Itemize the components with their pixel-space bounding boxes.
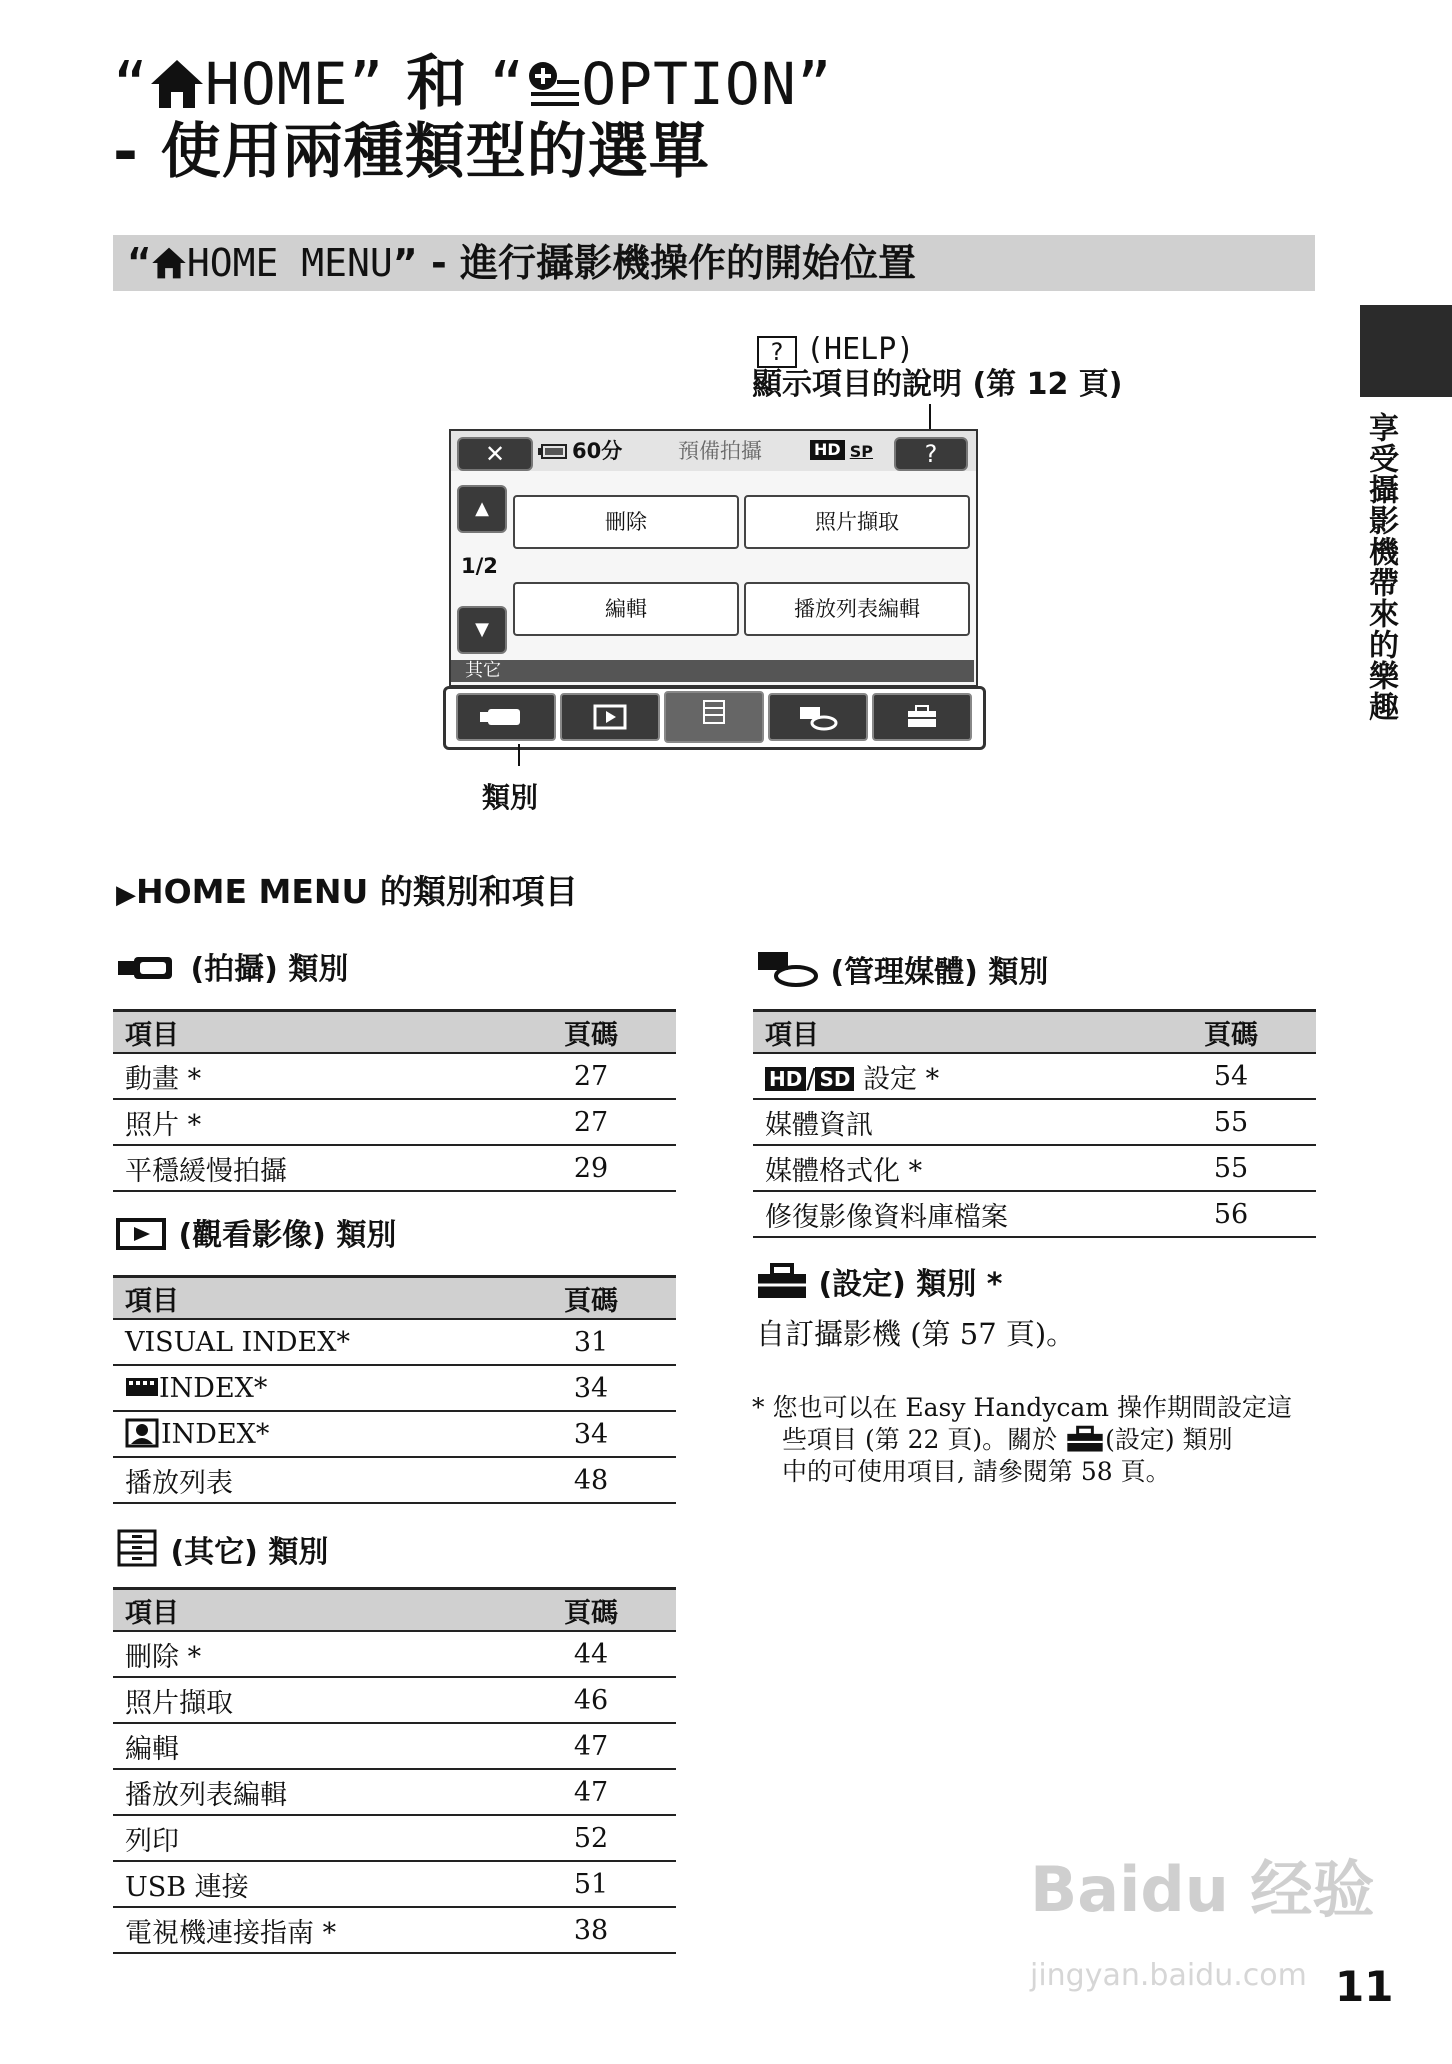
- quote-open: “: [489, 50, 526, 118]
- scroll-up-button[interactable]: ▲: [457, 485, 507, 533]
- col-item: 項目: [753, 1011, 1146, 1054]
- page-title-line1: [113, 50, 833, 118]
- tab-shoot[interactable]: [456, 693, 556, 741]
- toolbox-icon: [874, 695, 970, 739]
- item-cell: USB 連接: [113, 1861, 506, 1907]
- item-cell: 編輯: [113, 1723, 506, 1769]
- item-cell: [113, 1411, 506, 1457]
- section-band-title: [128, 238, 916, 288]
- home-icon: [149, 58, 205, 110]
- scroll-down-button[interactable]: ▼: [457, 606, 507, 654]
- item-cell: 照片擷取: [113, 1677, 506, 1723]
- col-item: 項目: [113, 1589, 506, 1632]
- view-table: [113, 1275, 676, 1504]
- watermark-logo: Baidu 经验: [1030, 1853, 1375, 1926]
- title-option: OPTION: [581, 50, 797, 118]
- battery-remaining: 60分: [572, 439, 623, 463]
- shoot-heading-text: (拍攝) 類別: [190, 952, 349, 987]
- item-cell: 播放列表編輯: [113, 1769, 506, 1815]
- media-icon: [756, 950, 820, 988]
- page-cell: 48: [506, 1457, 676, 1503]
- footnote-line2b: (設定) 類別: [1105, 1425, 1233, 1454]
- table-row: [113, 1099, 676, 1145]
- item-cell: [113, 1365, 506, 1411]
- settings-heading-text: (設定) 類別 *: [818, 1267, 1003, 1302]
- side-tab-marker: [1360, 305, 1452, 397]
- page-cell: 27: [506, 1099, 676, 1145]
- item-text: INDEX*: [159, 1372, 268, 1404]
- tab-view[interactable]: [560, 693, 660, 741]
- triangle-bullet-icon: ▶: [116, 880, 136, 910]
- view-category-heading: [116, 1216, 396, 1256]
- title-home: HOME: [204, 50, 349, 118]
- item-cell: 媒體資訊: [753, 1099, 1146, 1145]
- play-icon: [116, 1217, 168, 1251]
- table-row: [753, 1099, 1316, 1145]
- page-title-line2: - 使用兩種類型的選單: [113, 117, 710, 187]
- other-icon: [666, 693, 762, 733]
- media-category-heading: [756, 950, 1048, 993]
- film-roll-icon: [125, 1374, 159, 1400]
- quote-close: ”: [796, 50, 833, 118]
- settings-category-heading: [756, 1262, 1002, 1305]
- table-row: [113, 1907, 676, 1953]
- side-tab-text: 享受攝影機帶來的樂趣: [1363, 412, 1398, 722]
- page-cell: 54: [1146, 1053, 1316, 1099]
- title-and: 和: [406, 49, 468, 119]
- hd-badge: HD: [765, 1067, 806, 1091]
- page-indicator: 1/2: [461, 554, 498, 578]
- item-text: INDEX*: [161, 1419, 270, 1450]
- watermark-url: jingyan.baidu.com: [1030, 1958, 1307, 1993]
- camcorder-icon: [458, 695, 554, 739]
- table-row: [113, 1319, 676, 1365]
- table-row: [113, 1769, 676, 1815]
- page-cell: 31: [506, 1319, 676, 1365]
- table-row: [113, 1723, 676, 1769]
- camcorder-icon: [116, 951, 180, 985]
- hd-badge: HD: [810, 440, 845, 460]
- view-heading-text: (觀看影像) 類別: [178, 1218, 397, 1253]
- page-number: 11: [1335, 1962, 1394, 2011]
- page-cell: 27: [506, 1053, 676, 1099]
- help-description: 顯示項目的說明 (第 12 頁): [752, 367, 1123, 402]
- item-cell: 刪除 *: [113, 1631, 506, 1677]
- table-row: [113, 1457, 676, 1503]
- sp-mode: SP: [849, 442, 874, 461]
- table-row: [113, 1677, 676, 1723]
- face-index-icon: [125, 1418, 161, 1448]
- item-text: 設定 *: [863, 1063, 940, 1095]
- category-pointer-line: [518, 744, 520, 766]
- home-menu-label: HOME MENU: [186, 241, 393, 285]
- page-cell: 51: [506, 1861, 676, 1907]
- item-cell: 列印: [113, 1815, 506, 1861]
- footnote: [752, 1392, 1322, 1488]
- help-box-icon: ?: [757, 336, 797, 368]
- other-category-heading: [116, 1528, 328, 1573]
- table-row: [753, 1191, 1316, 1237]
- sd-badge: SD: [815, 1067, 854, 1091]
- section-band-rest: ” - 進行攝影機操作的開始位置: [392, 241, 917, 285]
- col-page: 頁碼: [506, 1277, 676, 1320]
- toolbox-icon: [756, 1262, 808, 1300]
- option-icon: [525, 58, 581, 110]
- menu-button-playlist-edit[interactable]: 播放列表編輯: [744, 582, 970, 636]
- home-icon: [151, 246, 187, 280]
- table-row: [113, 1145, 676, 1191]
- item-cell: VISUAL INDEX*: [113, 1319, 506, 1365]
- col-page: 頁碼: [506, 1589, 676, 1632]
- media-heading-text: (管理媒體) 類別: [830, 955, 1049, 990]
- table-row: [753, 1145, 1316, 1191]
- page-cell: 46: [506, 1677, 676, 1723]
- page-cell: 47: [506, 1723, 676, 1769]
- item-cell: 電視機連接指南 *: [113, 1907, 506, 1953]
- tab-other-selected[interactable]: [664, 691, 764, 743]
- help-button[interactable]: ?: [894, 437, 968, 471]
- page-cell: 44: [506, 1631, 676, 1677]
- page-cell: 55: [1146, 1099, 1316, 1145]
- slash: /: [806, 1063, 816, 1095]
- item-cell: 平穩緩慢拍攝: [113, 1145, 506, 1191]
- other-table: [113, 1587, 676, 1954]
- other-icon: [116, 1528, 160, 1568]
- footnote-line2a: 些項目 (第 22 頁)。關於: [782, 1425, 1058, 1454]
- toolbox-icon: [1065, 1425, 1105, 1453]
- col-page: 頁碼: [506, 1011, 676, 1054]
- menu-categories-subheading: [116, 872, 578, 915]
- shoot-table: [113, 1009, 676, 1192]
- play-icon: [562, 695, 658, 739]
- page-cell: 29: [506, 1145, 676, 1191]
- table-row: [113, 1053, 676, 1099]
- help-label: (HELP): [806, 332, 915, 367]
- page-cell: 34: [506, 1365, 676, 1411]
- tab-media[interactable]: [768, 693, 868, 741]
- table-row: [753, 1053, 1316, 1099]
- media-table: [753, 1009, 1316, 1238]
- quote-open: “: [113, 50, 149, 118]
- table-row: [113, 1411, 676, 1457]
- category-name: 其它: [465, 660, 501, 681]
- footnote-line1: * 您也可以在 Easy Handycam 操作期間設定這: [752, 1393, 1292, 1422]
- table-row: [113, 1861, 676, 1907]
- page-cell: 52: [506, 1815, 676, 1861]
- battery-icon: [538, 444, 568, 464]
- menu-button-photo-capture[interactable]: 照片擷取: [744, 495, 970, 549]
- shoot-category-heading: [116, 950, 348, 990]
- tab-settings[interactable]: [872, 693, 972, 741]
- item-cell: [753, 1053, 1146, 1099]
- quote-open: “: [128, 241, 151, 285]
- page-cell: 38: [506, 1907, 676, 1953]
- footnote-line2: [752, 1424, 1322, 1456]
- item-cell: 播放列表: [113, 1457, 506, 1503]
- item-cell: 照片 *: [113, 1099, 506, 1145]
- standby-status: 預備拍攝: [678, 439, 762, 463]
- col-item: 項目: [113, 1277, 506, 1320]
- page-cell: 34: [506, 1411, 676, 1457]
- footnote-line3: 中的可使用項目, 請參閱第 58 頁。: [782, 1457, 1171, 1486]
- page-cell: 56: [1146, 1191, 1316, 1237]
- category-name-bar: [451, 660, 974, 682]
- table-row: [113, 1365, 676, 1411]
- item-cell: 媒體格式化 *: [753, 1145, 1146, 1191]
- category-label: 類別: [482, 781, 539, 814]
- table-row: [113, 1815, 676, 1861]
- table-row: [113, 1631, 676, 1677]
- col-item: 項目: [113, 1011, 506, 1054]
- media-icon: [770, 695, 866, 739]
- recording-mode: [810, 440, 873, 461]
- other-heading-text: (其它) 類別: [170, 1535, 329, 1570]
- settings-body: 自訂攝影機 (第 57 頁)。: [756, 1317, 1076, 1351]
- close-button[interactable]: ✕: [457, 437, 533, 471]
- item-cell: 修復影像資料庫檔案: [753, 1191, 1146, 1237]
- quote-close: ”: [348, 50, 385, 118]
- menu-button-delete[interactable]: 刪除: [513, 495, 739, 549]
- menu-button-edit[interactable]: 編輯: [513, 582, 739, 636]
- item-cell: 動畫 *: [113, 1053, 506, 1099]
- col-page: 頁碼: [1146, 1011, 1316, 1054]
- page-cell: 55: [1146, 1145, 1316, 1191]
- subheading-text: HOME MENU 的類別和項目: [136, 872, 578, 911]
- page-cell: 47: [506, 1769, 676, 1815]
